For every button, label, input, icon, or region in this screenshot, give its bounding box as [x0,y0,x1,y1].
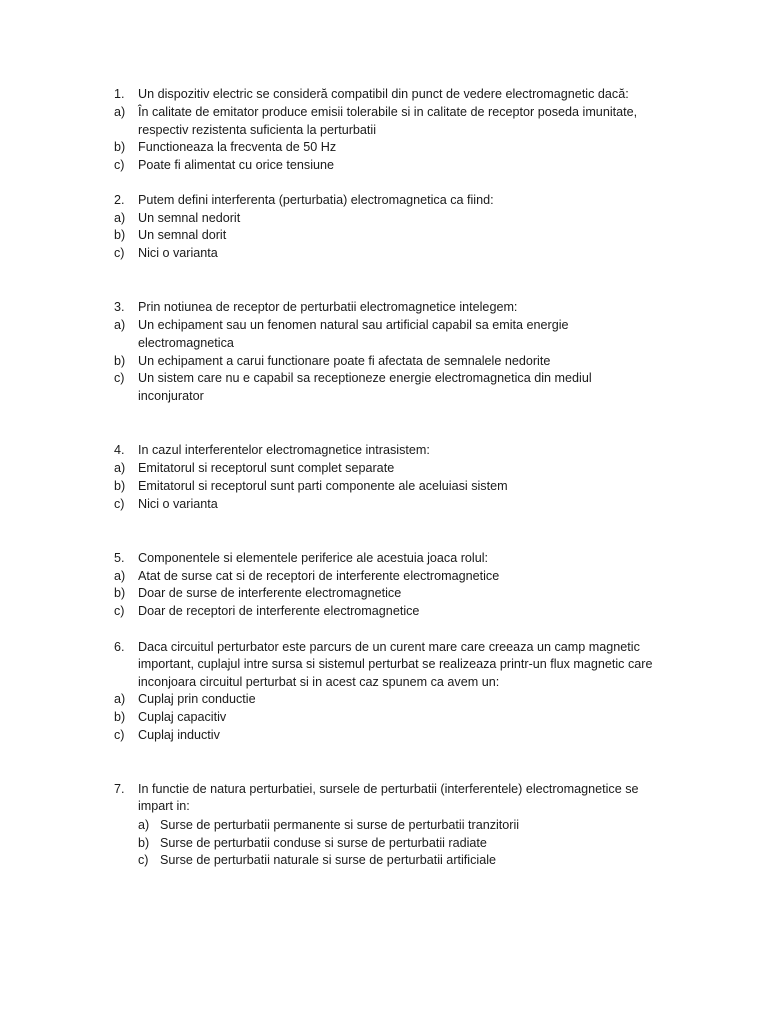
option-marker: a) [114,211,126,225]
option-marker: b) [114,710,126,724]
option-text: Un echipament a carui functionare poate fi afectata de semnalele nedorite [138,354,551,368]
question-text: inconjoara circuitul perturbat si in acest caz spunem ca avem un: [138,675,500,689]
question-text: Putem defini interferenta (perturbatia) electromagnetica ca fiind: [138,193,494,207]
question-text: Daca circuitul perturbator este parcurs de un curent mare care creeaza un camp magnetic [138,640,640,654]
question-text: In cazul interferentelor electromagnetice intrasistem: [138,443,430,457]
option-marker: c) [114,728,125,742]
option-text: Atat de surse cat si de receptori de interferente electromagnetice [138,569,500,583]
option-marker: c) [114,604,125,618]
question-text: impart in: [138,799,190,813]
question-text: In functie de natura perturbatiei, sursele de perturbatii (interferentele) electromagnetice se [138,782,639,796]
option-marker: b) [114,354,126,368]
question-number: 4. [114,443,125,457]
option-marker: b) [114,586,126,600]
question-number: 6. [114,640,125,654]
option-marker: c) [114,371,125,385]
option-marker: c) [114,158,125,172]
option-marker: b) [114,228,126,242]
option-marker: b) [114,140,126,154]
option-text: Surse de perturbatii naturale si surse de perturbatii artificiale [160,853,497,867]
option-text: respectiv rezistenta suficienta la perturbatii [138,123,376,137]
option-text: Functioneaza la frecventa de 50 Hz [138,140,337,154]
option-marker: a) [138,818,150,832]
option-text: În calitate de emitator produce emisii tolerabile si in calitate de receptor poseda imunitate, [138,105,638,119]
option-text: Cuplaj prin conductie [138,692,256,706]
question-number: 3. [114,300,125,314]
question-text: Un dispozitiv electric se consideră compatibil din punct de vedere electromagnetic dacă: [138,87,629,101]
option-text: Un semnal dorit [138,228,227,242]
question-number: 1. [114,87,125,101]
question-number: 5. [114,551,125,565]
option-text: Doar de surse de interferente electromagnetice [138,586,402,600]
question-text: Prin notiunea de receptor de perturbatii electromagnetice intelegem: [138,300,518,314]
option-marker: a) [114,461,126,475]
option-text: Nici o varianta [138,497,218,511]
option-text: Emitatorul si receptorul sunt parti componente ale aceluiasi sistem [138,479,508,493]
option-marker: a) [114,569,126,583]
option-text: Cuplaj inductiv [138,728,220,742]
option-marker: a) [114,318,126,332]
option-text: Nici o varianta [138,246,218,260]
option-marker: b) [138,836,150,850]
option-marker: c) [138,853,149,867]
option-text: Un semnal nedorit [138,211,241,225]
option-text: Poate fi alimentat cu orice tensiune [138,158,335,172]
option-text: Doar de receptori de interferente electromagnetice [138,604,420,618]
option-text: Cuplaj capacitiv [138,710,227,724]
option-marker: c) [114,246,125,260]
option-marker: a) [114,105,126,119]
question-number: 7. [114,782,125,796]
option-marker: a) [114,692,126,706]
option-text: Surse de perturbatii conduse si surse de perturbatii radiate [160,836,487,850]
option-marker: b) [114,479,126,493]
question-text: Componentele si elementele periferice ale acestuia joaca rolul: [138,551,489,565]
option-text: Un sistem care nu e capabil sa receptioneze energie electromagnetica din mediul [138,371,592,385]
option-marker: c) [114,497,125,511]
option-text: Un echipament sau un fenomen natural sau artificial capabil sa emita energie [138,318,569,332]
question-text: important, cuplajul intre sursa si sistemul perturbat se realizeaza printr-un flux magnetic care [138,657,653,671]
option-text: Surse de perturbatii permanente si surse de perturbatii tranzitorii [160,818,520,832]
option-text: inconjurator [138,389,204,403]
option-text: Emitatorul si receptorul sunt complet separate [138,461,395,475]
option-text: electromagnetica [138,336,234,350]
question-number: 2. [114,193,125,207]
